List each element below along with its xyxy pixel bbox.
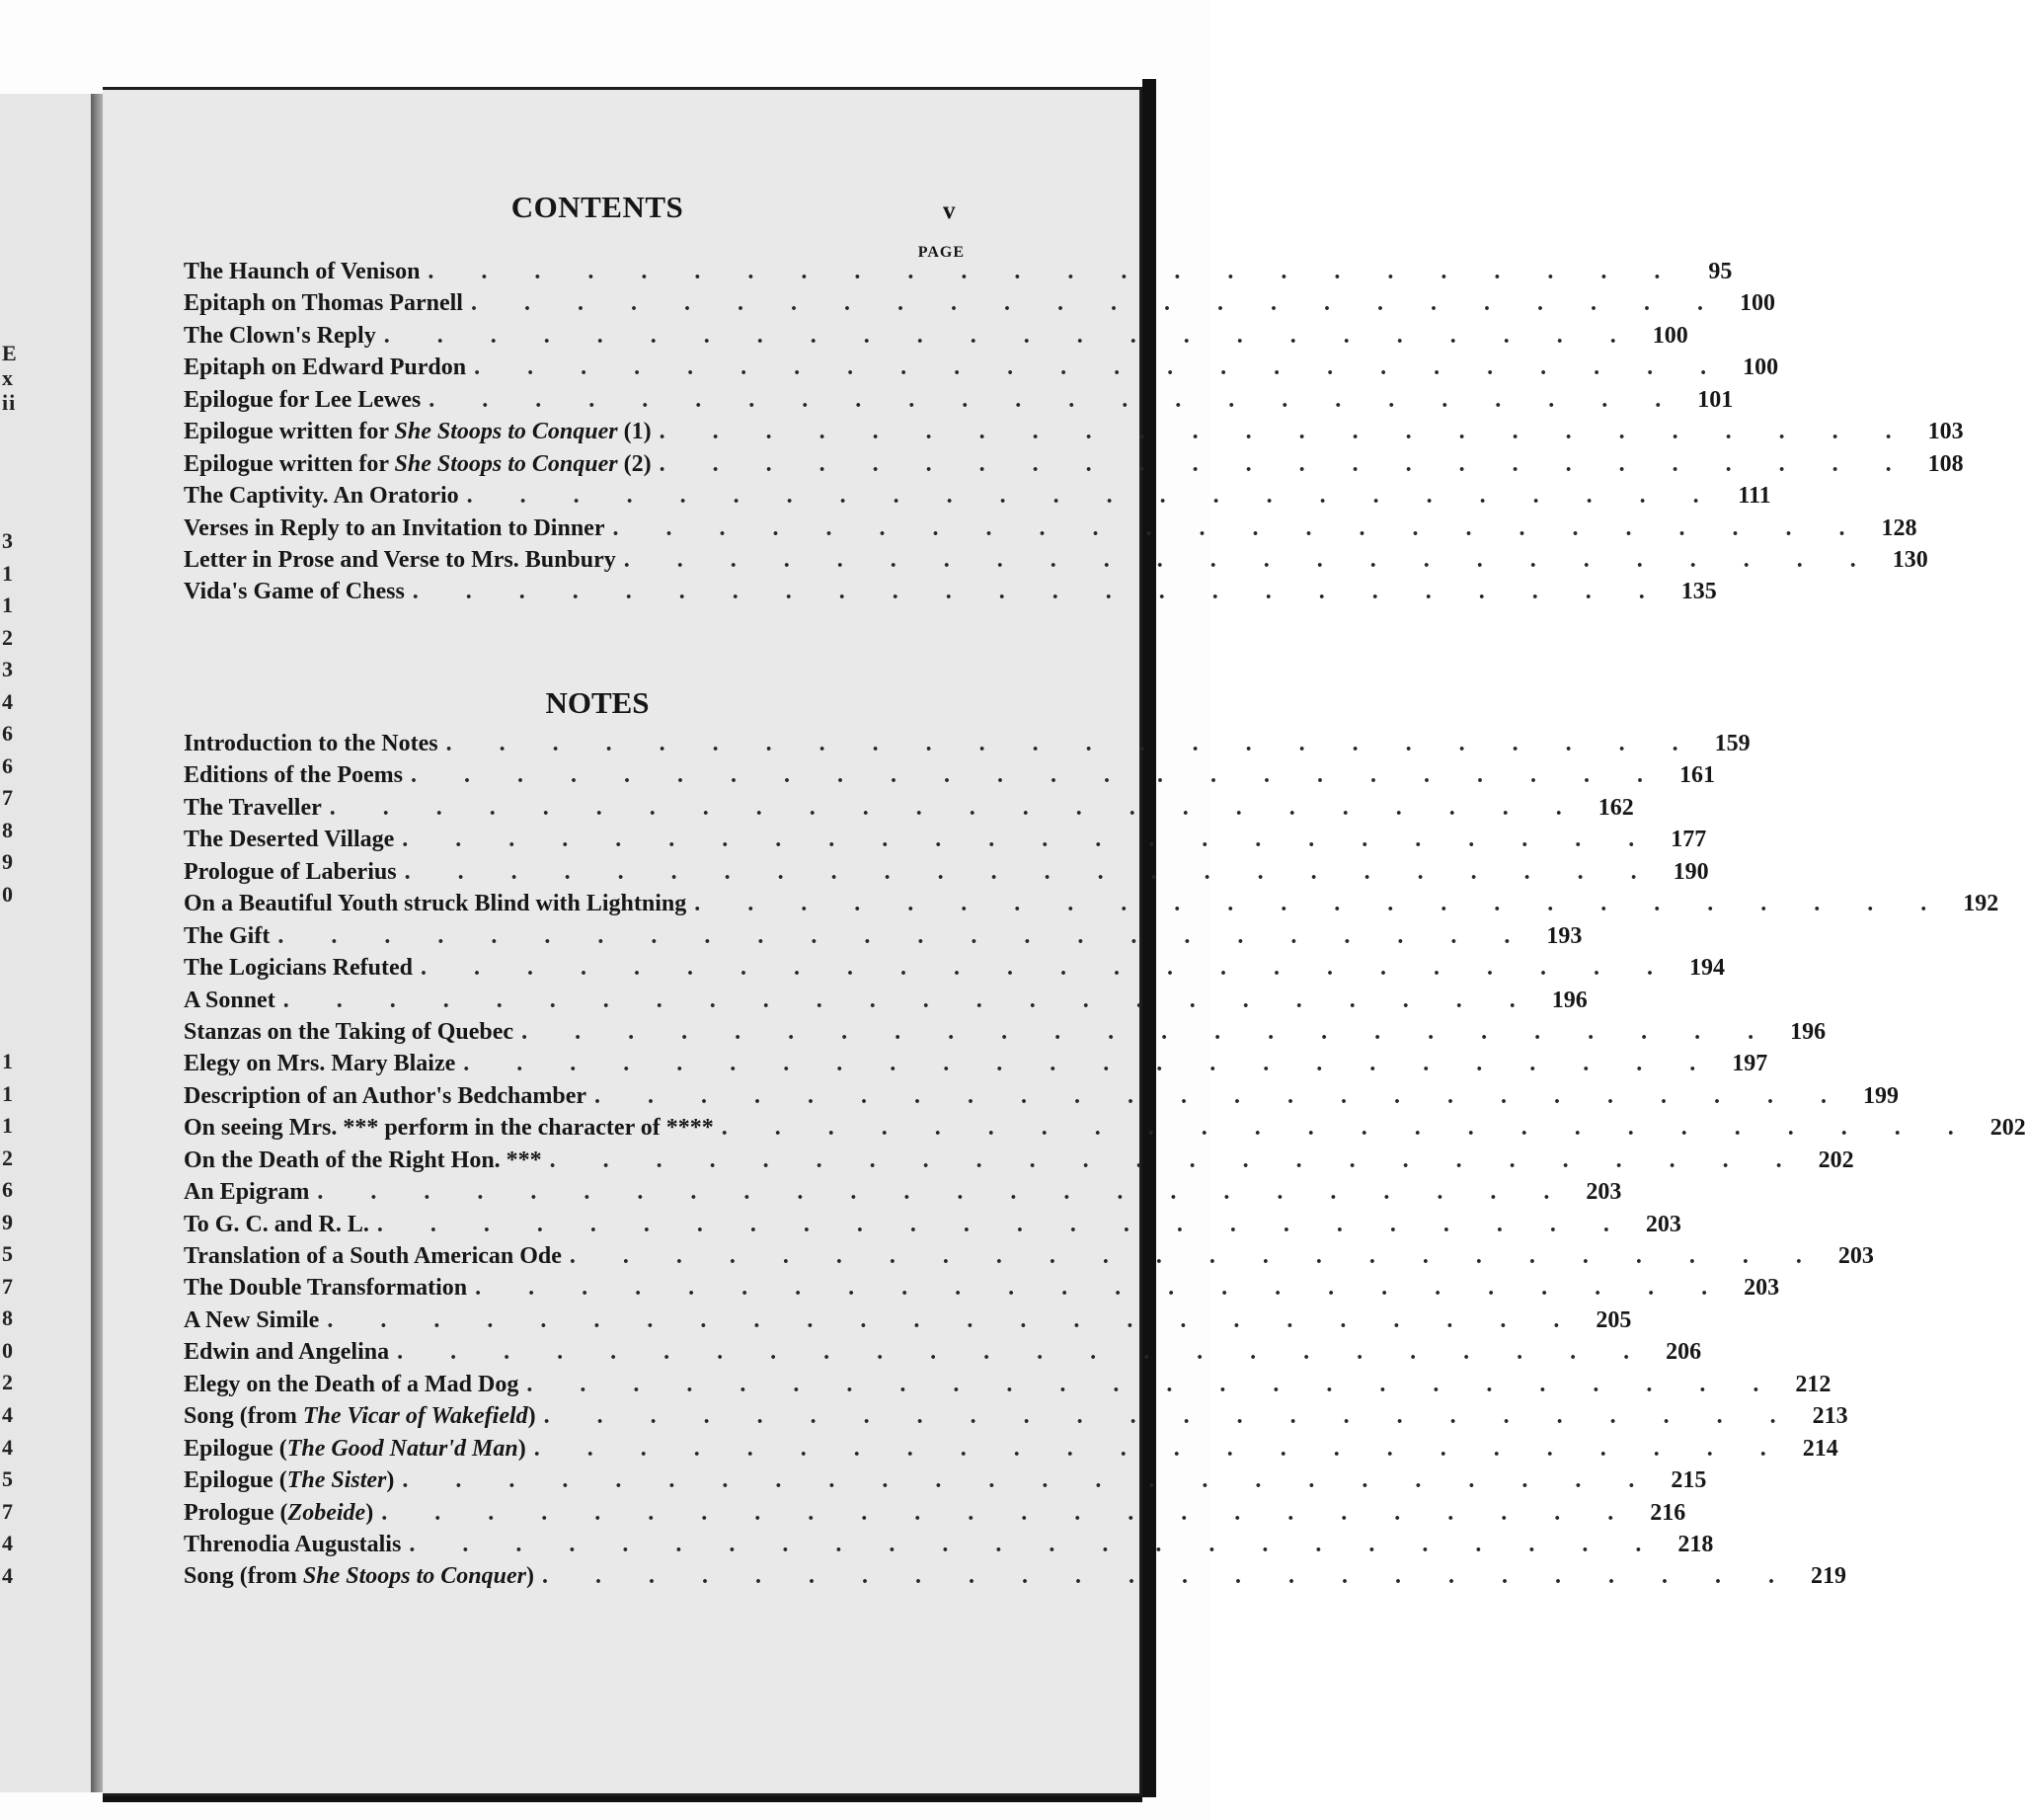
entry-title [184,419,652,445]
facing-page-fragment: 2 [2,1145,14,1170]
dot-leader: . . . . . . . . . . . . . . . . . . . . . . . . [474,355,1728,381]
toc-entry [184,1179,1622,1211]
dot-leader: . . . . . . . . . . . . . . . . . . . . . . . . [543,1403,1797,1430]
dot-leader: . . . . . . . . . . . . . . . . . . . . . . . . [277,922,1531,949]
entry-page-number: 135 [1680,579,1717,605]
entry-title: The Traveller [184,794,322,821]
toc-entry [184,259,1733,290]
entry-title: Introduction to the Notes [184,731,438,756]
entry-title: The Deserted Village [184,827,395,853]
entry-title-prefix: Prologue ( [184,1499,288,1526]
facing-page-fragment: 3 [2,528,14,553]
page-title: CONTENTS [510,190,684,224]
entry-page-number: 202 [1989,1115,2026,1142]
toc-entry [184,922,1583,955]
entry-page-number: 177 [1671,827,1707,853]
facing-page-fragment: 3 [2,657,14,681]
facing-page-fragment: 4 [2,1562,14,1588]
facing-page-fragment: 2 [2,1370,14,1394]
entry-title: Epitaph on Thomas Parnell [184,290,463,317]
contents-list [184,259,1964,611]
toc-entry [184,322,1688,355]
toc-entry [184,386,1734,419]
entry-title: Vida's Game of Chess [184,579,405,605]
entry-title-suffix: ) [386,1467,395,1494]
facing-page-fragment: 6 [2,752,14,778]
facing-page-fragment: 1 [2,1049,14,1073]
entry-page-number: 202 [1818,1147,1854,1173]
facing-page-fragment: 2 [2,624,14,650]
entry-title: The Double Transformation [184,1275,468,1302]
facing-page-fragment: 8 [2,817,14,842]
entry-title [184,1500,373,1527]
facing-page-fragment: 4 [2,1434,14,1460]
toc-entry [184,1339,1702,1371]
dot-leader: . . . . . . . . . . . . . . . . . . . . . . . . [404,858,1658,885]
entry-page-number: 212 [1795,1371,1831,1397]
toc-entry [184,1051,1768,1082]
facing-page-fragment: 8 [2,1306,14,1330]
entry-title-italic: She Stoops to Conquer [394,450,618,477]
entry-title-italic: The Good Natur'd Man [286,1435,518,1462]
dot-leader: . . . . . . . . . . . . . . . . . . . . . . . . [397,1339,1651,1366]
facing-page-fragment: 1 [2,1080,14,1106]
dot-leader: . . . . . . . . . . . . . . . . . . . . . . . . [317,1179,1571,1206]
dot-leader: . . . . . . . . . . . . . . . . . . . . . . . . [329,794,1583,821]
dot-leader: . . . . . . . . . . . . . . . . . . . . . . . . [463,1051,1717,1077]
entry-title-italic: The Sister [286,1467,387,1494]
toc-entry [184,827,1707,858]
page-column-label: PAGE [917,244,965,261]
entry-page-number: 130 [1892,546,1928,573]
dot-leader: . . . . . . . . . . . . . . . . . . . . . . . . [402,827,1656,853]
entry-title-prefix: Song (from [184,1403,303,1430]
toc-entry [184,1306,1632,1339]
dot-leader: . . . . . . . . . . . . . . . . . . . . . . . . [612,514,1866,541]
entry-title-suffix: ) [365,1499,374,1526]
dot-leader: . . . . . . . . . . . . . . . . . . . . . . . . [526,1371,1780,1397]
dot-leader: . . . . . . . . . . . . . . . . . . . . . . . . [569,1243,1823,1269]
entry-title-prefix: Epilogue written for [184,450,395,477]
entry-title-italic: Zobeide [287,1499,366,1526]
entry-page-number: 218 [1677,1531,1714,1557]
toc-entry [184,858,1709,891]
dot-leader: . . . . . . . . . . . . . . . . . . . . . . . . [475,1275,1729,1302]
dot-leader: . . . . . . . . . . . . . . . . . . . . . . . . [282,987,1536,1013]
dot-leader: . . . . . . . . . . . . . . . . . . . . . . . . [594,1082,1847,1109]
toc-entry [184,355,1779,386]
facing-page-fragment: 1 [2,560,14,586]
toc-entry [184,514,1917,547]
entry-title: Threnodia Augustalis [184,1531,402,1557]
entry-title: The Haunch of Venison [184,259,421,284]
facing-page-fragment: 7 [2,785,14,810]
entry-title: On seeing Mrs. *** perform in the character of **** [184,1115,714,1142]
dot-leader: . . . . . . . . . . . . . . . . . . . . . . . . [383,322,1637,349]
dot-leader: . . . . . . . . . . . . . . . . . . . . . . . . [533,1435,1787,1462]
toc-entry [184,731,1751,762]
entry-title: Edwin and Angelina [184,1339,390,1366]
toc-entry [184,1531,1714,1563]
dot-leader: . . . . . . . . . . . . . . . . . . . . . . . . [412,579,1666,605]
entry-title-italic: She Stoops to Conquer [394,419,618,445]
toc-entry [184,1275,1780,1306]
entry-title-prefix: Epilogue written for [184,419,395,445]
entry-page-number: 162 [1597,794,1634,821]
toc-entry [184,1243,1874,1275]
entry-title: On the Death of the Right Hon. *** [184,1147,542,1173]
dot-leader: . . . . . . . . . . . . . . . . . . . . . . . . [659,419,1912,445]
entry-title-suffix: (2) [617,450,652,477]
facing-page-fragment: 7 [2,1273,14,1299]
entry-title: A New Simile [184,1306,320,1333]
toc-entry [184,1403,1848,1435]
entry-page-number: 194 [1689,955,1726,982]
toc-entry [184,1467,1707,1499]
entry-page-number: 214 [1802,1435,1838,1462]
toc-entry [184,546,1928,579]
entry-title: Editions of the Poems [184,762,403,789]
entry-title: Verses in Reply to an Invitation to Dinner [184,514,605,541]
dot-leader: . . . . . . . . . . . . . . . . . . . . . . . . [381,1499,1635,1526]
entry-page-number: 196 [1551,987,1588,1013]
dot-leader: . . . . . . . . . . . . . . . . . . . . . . . . [327,1306,1581,1333]
entry-title: Elegy on the Death of a Mad Dog [184,1371,519,1397]
dot-leader: . . . . . . . . . . . . . . . . . . . . . . . . [466,483,1720,510]
toc-entry [184,1435,1838,1467]
entry-page-number: 215 [1671,1467,1707,1494]
dot-leader: . . . . . . . . . . . . . . . . . . . . . . . . [470,290,1724,317]
facing-page-fragment: 5 [2,1466,14,1491]
entry-title: Elegy on Mrs. Mary Blaize [184,1051,456,1077]
entry-page-number: 203 [1744,1275,1780,1302]
entry-title: The Gift [184,922,271,949]
facing-page-fragment: 9 [2,849,14,874]
facing-page-fragment: x [2,365,14,390]
entry-page-number: 103 [1927,419,1964,445]
facing-page-fragment: 7 [2,1498,14,1524]
facing-page-fragment: 4 [2,1531,14,1555]
notes-list [184,731,2026,1596]
toc-entry [184,1147,1854,1179]
entry-page-number: 219 [1810,1563,1846,1590]
dot-leader: . . . . . . . . . . . . . . . . . . . . . . . . [429,386,1682,413]
entry-title [184,1563,534,1590]
facing-page-fragment: 1 [2,593,14,617]
facing-page-fragment: 6 [2,1177,14,1202]
dot-leader: . . . . . . . . . . . . . . . . . . . . . . . . [541,1563,1795,1590]
entry-page-number: 100 [1652,322,1688,349]
entry-title: Prologue of Laberius [184,858,397,885]
entry-title: The Captivity. An Oratorio [184,483,459,510]
toc-entry [184,450,1964,483]
entry-title-prefix: Epilogue ( [184,1467,287,1494]
notes-heading: NOTES [545,685,650,720]
facing-page-edge [0,94,97,1792]
entry-title: Epitaph on Edward Purdon [184,355,467,381]
entry-page-number: 100 [1739,290,1775,317]
entry-page-number: 161 [1679,762,1715,789]
toc-entry [184,290,1775,322]
entry-page-number: 192 [1963,891,1999,917]
facing-page-fragment: 1 [2,1113,14,1138]
toc-entry [184,762,1715,794]
entry-title: To G. C. and R. L. [184,1211,369,1237]
dot-leader: . . . . . . . . . . . . . . . . . . . . . . . . [623,546,1877,573]
toc-entry [184,1211,1681,1243]
dot-leader: . . . . . . . . . . . . . . . . . . . . . . . . [409,1531,1663,1557]
entry-page-number: 203 [1586,1179,1622,1206]
toc-entry [184,1371,1831,1403]
toc-entry [184,955,1726,987]
toc-entry [184,987,1588,1019]
toc-entry [184,891,1999,922]
entry-title-suffix: ) [527,1403,536,1430]
facing-page-fragment: 4 [2,688,14,714]
entry-title-prefix: Song (from [184,1563,303,1590]
entry-title: Letter in Prose and Verse to Mrs. Bunbury [184,546,616,573]
toc-entry [184,579,1717,610]
dot-leader: . . . . . . . . . . . . . . . . . . . . . . . . [659,450,1912,477]
entry-page-number: 216 [1650,1499,1686,1526]
toc-entry [184,1018,1827,1051]
entry-page-number: 203 [1645,1211,1681,1237]
toc-entry [184,1499,1686,1532]
facing-page-fragment: E [2,341,18,365]
dot-leader: . . . . . . . . . . . . . . . . . . . . . . . . [694,891,1948,917]
entry-page-number: 95 [1708,259,1733,284]
entry-page-number: 128 [1881,514,1917,541]
entry-title: A Sonnet [184,987,275,1013]
entry-title: Stanzas on the Taking of Quebec [184,1018,514,1045]
entry-title-suffix: (1) [617,419,652,445]
entry-page-number: 190 [1673,858,1709,885]
entry-title: Epilogue for Lee Lewes [184,386,422,413]
entry-page-number: 196 [1790,1018,1827,1045]
dot-leader: . . . . . . . . . . . . . . . . . . . . . . . . [521,1018,1775,1045]
entry-title-suffix: ) [525,1563,534,1590]
dot-leader: . . . . . . . . . . . . . . . . . . . . . . . . [721,1115,1975,1142]
dot-leader: . . . . . . . . . . . . . . . . . . . . . . . . [549,1147,1803,1173]
entry-title-prefix: Epilogue ( [184,1435,287,1462]
toc-entry [184,794,1634,827]
dot-leader: . . . . . . . . . . . . . . . . . . . . . . . . [411,762,1664,789]
facing-page-fragment: 0 [2,1337,14,1363]
facing-page-fragment: 4 [2,1402,14,1427]
entry-page-number: 203 [1837,1243,1874,1269]
entry-page-number: 205 [1596,1306,1632,1333]
entry-page-number: 159 [1714,731,1751,756]
toc-entry [184,483,1771,514]
entry-title: The Logicians Refuted [184,955,414,982]
entry-page-number: 108 [1927,450,1964,477]
facing-page-fragment: ii [2,390,17,415]
entry-page-number: 101 [1697,386,1734,413]
entry-page-number: 206 [1666,1339,1702,1366]
entry-page-number: 100 [1743,355,1779,381]
toc-entry [184,1115,2026,1147]
entry-title [184,1436,526,1463]
entry-page-number: 111 [1738,483,1771,510]
toc-entry [184,1563,1846,1595]
facing-page-fragment: 0 [2,881,14,907]
toc-entry [184,419,1964,450]
entry-title-italic: The Vicar of Wakefield [302,1403,528,1430]
dot-leader: . . . . . . . . . . . . . . . . . . . . . . . . [376,1211,1630,1237]
dot-leader: . . . . . . . . . . . . . . . . . . . . . . . . [428,259,1681,284]
entry-page-number: 193 [1546,922,1583,949]
entry-title: The Clown's Reply [184,322,376,349]
dot-leader: . . . . . . . . . . . . . . . . . . . . . . . . [445,731,1699,756]
entry-title [184,1403,536,1430]
facing-page-fragment: 5 [2,1241,14,1266]
entry-title [184,1467,394,1494]
entry-title-italic: She Stoops to Conquer [302,1563,526,1590]
entry-title: Description of an Author's Bedchamber [184,1082,586,1109]
facing-page-fragment: 9 [2,1209,14,1234]
entry-title [184,451,652,478]
dot-leader: . . . . . . . . . . . . . . . . . . . . . . . . [421,955,1675,982]
entry-page-number: 213 [1812,1403,1848,1430]
entry-title: On a Beautiful Youth struck Blind with Lightning [184,891,687,917]
entry-title-suffix: ) [517,1435,526,1462]
entry-page-number: 199 [1863,1082,1899,1109]
entry-page-number: 197 [1732,1051,1768,1077]
page-number-roman: v [943,198,956,224]
facing-page-fragment: 6 [2,721,14,746]
entry-title: Translation of a South American Ode [184,1243,562,1269]
dot-leader: . . . . . . . . . . . . . . . . . . . . . . . . [402,1467,1656,1494]
entry-title: An Epigram [184,1179,310,1206]
toc-entry [184,1082,1899,1115]
